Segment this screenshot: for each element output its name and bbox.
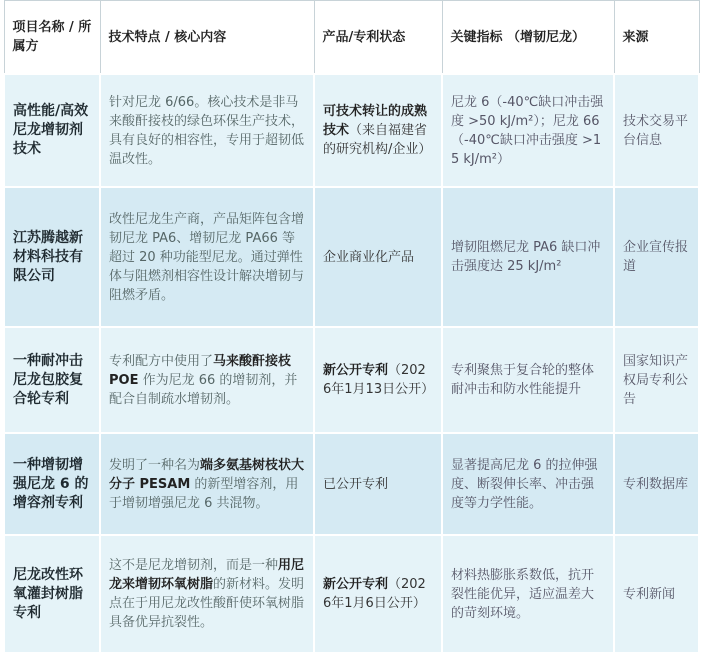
feature-text-pre: 专利配方中使用了 bbox=[109, 353, 214, 369]
metric-cell: 专利聚焦于复合轮的整体耐冲击和防水性能提升 bbox=[442, 327, 614, 433]
header-status: 产品/专利状态 bbox=[314, 1, 442, 75]
project-name-cell: 一种耐冲击尼龙包胶复合轮专利 bbox=[4, 327, 100, 433]
status-detail: 企业商业化产品 bbox=[323, 249, 415, 265]
feature-highlight: 端多氨基树枝状大分子 PESAM bbox=[109, 457, 305, 492]
status-highlight: 新公开专利 bbox=[323, 577, 389, 592]
feature-highlight: 马来酸酐接枝 POE bbox=[109, 353, 292, 388]
metric-cell: 增韧阻燃尼龙 PA6 缺口冲击强度达 25 kJ/m² bbox=[442, 187, 614, 327]
source-cell: 技术交易平台信息 bbox=[614, 74, 699, 187]
table-row bbox=[4, 433, 699, 535]
status-cell bbox=[314, 327, 442, 433]
metric-cell: 显著提高尼龙 6 的拉伸强度、断裂伸长率、冲击强度等力学性能。 bbox=[442, 433, 614, 535]
feature-text-pre: 这不是尼龙增韧剂，而是一种 bbox=[109, 558, 279, 573]
source-cell: 专利数据库 bbox=[614, 433, 699, 535]
status-detail: 已公开专利 bbox=[323, 476, 389, 492]
feature-cell: 针对尼龙 6/66。核心技术是非马来酸酐接枝的绿色环保生产技术，具有良好的相容性，专用于超韧低温改性。 bbox=[100, 74, 314, 187]
status-cell bbox=[314, 535, 442, 653]
status-detail: （2026年1月13日公开） bbox=[323, 363, 435, 397]
status-cell bbox=[314, 74, 442, 187]
header-key-metrics: 关键指标 （增韧尼龙） bbox=[442, 1, 614, 75]
header-project-name: 项目名称 / 所属方 bbox=[4, 1, 100, 75]
status-cell bbox=[314, 187, 442, 327]
status-detail: （来自福建省的研究机构/企业） bbox=[323, 123, 432, 157]
feature-cell bbox=[100, 433, 314, 535]
feature-text-pre: 发明了一种名为 bbox=[109, 457, 201, 473]
status-cell bbox=[314, 433, 442, 535]
metric-cell: 尼龙 6（-40℃缺口冲击强度 >50 kJ/m²）；尼龙 66 （-40℃缺口冲击强度 >15 kJ/m²） bbox=[442, 74, 614, 187]
table-row bbox=[4, 74, 699, 187]
project-name-cell: 高性能/高效尼龙增韧剂技术 bbox=[4, 74, 100, 187]
table-row bbox=[4, 187, 699, 327]
status-detail: （2026年1月6日公开） bbox=[323, 577, 426, 611]
feature-cell bbox=[100, 535, 314, 653]
table-row bbox=[4, 327, 699, 433]
feature-text-post: 的新型增容剂，用于增韧增强尼龙 6 共混物。 bbox=[109, 476, 299, 511]
project-name-cell: 尼龙改性环氧灌封树脂专利 bbox=[4, 535, 100, 653]
metric-cell: 材料热膨胀系数低，抗开裂性能优异，适应温差大的苛刻环境。 bbox=[442, 535, 614, 653]
table-row bbox=[4, 535, 699, 653]
table-header-row bbox=[4, 1, 699, 75]
table-container bbox=[3, 0, 698, 650]
header-tech-features: 技术特点 / 核心内容 bbox=[100, 1, 314, 75]
source-cell: 专利新闻 bbox=[614, 535, 699, 653]
project-name-cell: 江苏腾越新材料科技有限公司 bbox=[4, 187, 100, 327]
status-highlight: 新公开专利 bbox=[323, 363, 389, 378]
source-cell: 国家知识产权局专利公告 bbox=[614, 327, 699, 433]
feature-cell bbox=[100, 327, 314, 433]
source-cell: 企业宣传报道 bbox=[614, 187, 699, 327]
feature-text-post: 作为尼龙 66 的增韧剂，并配合自制疏水增韧剂。 bbox=[109, 372, 298, 407]
header-source: 来源 bbox=[614, 1, 699, 75]
feature-cell: 改性尼龙生产商，产品矩阵包含增韧尼龙 PA6、增韧尼龙 PA66 等超过 20 种功能型尼龙。通过弹性体与阻燃剂相容性设计解决增韧与阻燃矛盾。 bbox=[100, 187, 314, 327]
comparison-table bbox=[3, 0, 700, 654]
status-highlight: 可技术转让的成熟技术 bbox=[323, 104, 428, 138]
feature-highlight: 用尼龙来增韧环氧树脂 bbox=[109, 558, 305, 592]
feature-text-post: 的新材料。发明点在于用尼龙改性酸酐使环氧树脂具备优异抗裂性。 bbox=[109, 577, 305, 630]
project-name-cell: 一种增韧增强尼龙 6 的增容剂专利 bbox=[4, 433, 100, 535]
